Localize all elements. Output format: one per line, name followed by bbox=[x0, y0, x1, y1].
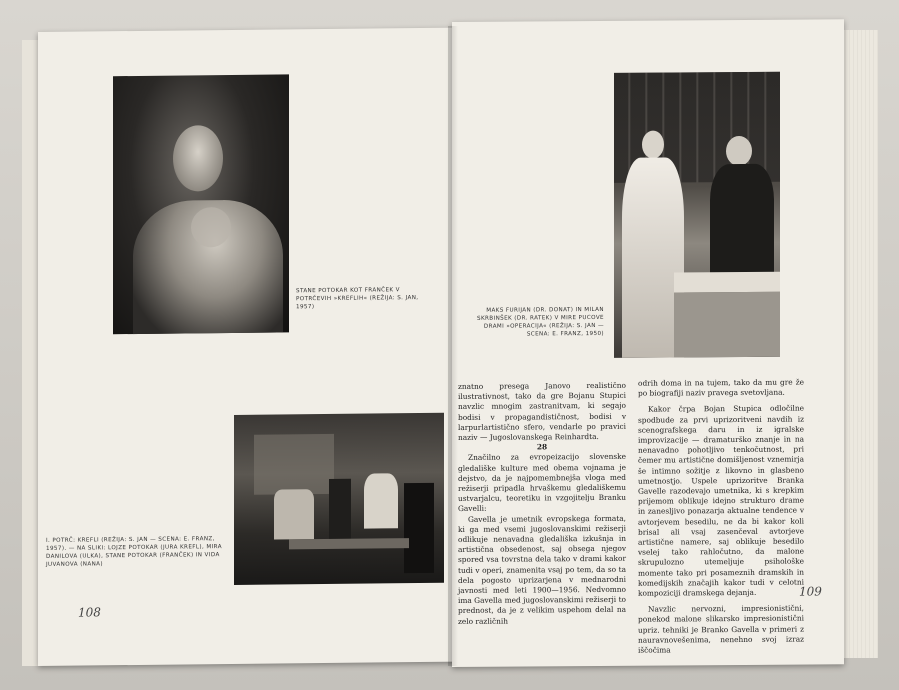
section-number: 28 bbox=[536, 442, 548, 452]
book-gutter bbox=[448, 26, 458, 666]
photo-stage-scene bbox=[234, 413, 444, 585]
photo-caption-bottom: I. POTRČ: KREFLI (REŽIJA: S. JAN — SCENA: E. FRANZ, 1957). — NA SLIKI: LOJZE POTOKAR (JURA KREFL), MIRA DANILOVA (ULKA), STANE POTOKAR (FRANČEK) IN VIDA JUVANOVA (NANA) bbox=[46, 536, 222, 568]
paragraph: znatno presega Janovo realistično ilustrativnost, tako da gre Bojanu Stupici navzlic mnogim zastranitvam, ki segajo bodisi v propagandističnost, bodisi v larpurlartistično sfero, vendarle po pravici naziv — Jugoslovanskega Reinhardta. bbox=[458, 380, 626, 442]
paragraph: Značilno za evropeizacijo slovenske gledališke kulture med obema vojnama je dejstvo, da je najpomembnejša vloga med režiserji pripadla hrvaškemu gledališkemu ustvarjalcu, teoretiku in vzgojitelju Branku Gavelli: bbox=[458, 452, 626, 514]
left-page bbox=[38, 28, 458, 666]
paragraph: Gavella je umetnik evropskega formata, ki ga med vsemi jugoslovanskimi režiserji odlikuje nenavadna gledališka izkušnja in artistična obsedenost, saj obsega njegov spored vsa tovrstna dela tako v drami kakor tudi v operi, znamenita vsaj po tem, da so ta dela pogosto uprizarjena v mednarodni javnosti med leti 1900—1956. Nedvomno ima Gavella med jugoslovanskimi režiserji to prednost, da je z velikim uspehom delal na zelo različnih bbox=[458, 513, 626, 626]
paragraph: Navzlic nervozni, impresionistični, ponekod malone slikarsko impresionistični upriz. tehniki je Branko Gavella v primeri z nauravnovešenima, nenehno svoj izraz iščočima bbox=[638, 603, 804, 655]
page-number-left: 108 bbox=[78, 605, 101, 620]
paragraph: Kakor črpa Bojan Stupica odločilne spodbude za prvi uprizoritveni navdih iz scenografskega daru in iz igralske improvizacije — dramaturško znanje in na nenavadno pohotljivo tenkočutnost, pri čemer mu artistične domišljenost vznemirja še intimno sožitje z likovno in glasbeno umetnostjo. Uspele uprizoritve Branka Gavelle razodevajo umetnika, ki s krepkim prijemom oblikuje idejno strukturo drame in zanesljivo ponazarja aktualne tendence v avtorjevem besedilu, ne da bi kakor koli brisal ali vsaj zasenčeval avtorjeve artistične namere, saj oblikuje besedilo vselej tako rahločutno, da malone skrupulozno utemeljuje psihološke momente tako pri posameznih dramskih in komedijskih značajih kakor tudi v celotni kompoziciji dramskega dejanja. bbox=[638, 403, 804, 598]
photo-caption-right: MAKS FURIJAN (DR. DONAT) IN MILAN SKRBINŠEK (DR. RATEK) V MIRE PUCOVE DRAMI »OPERACIJA« (REŽIJA: S. JAN — SCENA: E. FRANZ, 1950) bbox=[477, 306, 604, 338]
book-edge-right bbox=[842, 30, 878, 658]
text-column-right bbox=[638, 378, 804, 656]
photo-caption-top: STANE POTOKAR KOT FRANČEK V POTRČEVIH »KREFLIH« (REŽIJA: S. JAN, 1957) bbox=[296, 287, 419, 311]
photo-operation-scene bbox=[614, 72, 780, 358]
paragraph: odrih doma in na tujem, tako da mu gre že po biografiji naziv pravega svetovljana. bbox=[638, 377, 804, 398]
page-number-right: 109 bbox=[799, 584, 822, 599]
right-page bbox=[452, 19, 844, 667]
text-column-left bbox=[458, 381, 626, 627]
photo-portrait bbox=[113, 74, 289, 334]
